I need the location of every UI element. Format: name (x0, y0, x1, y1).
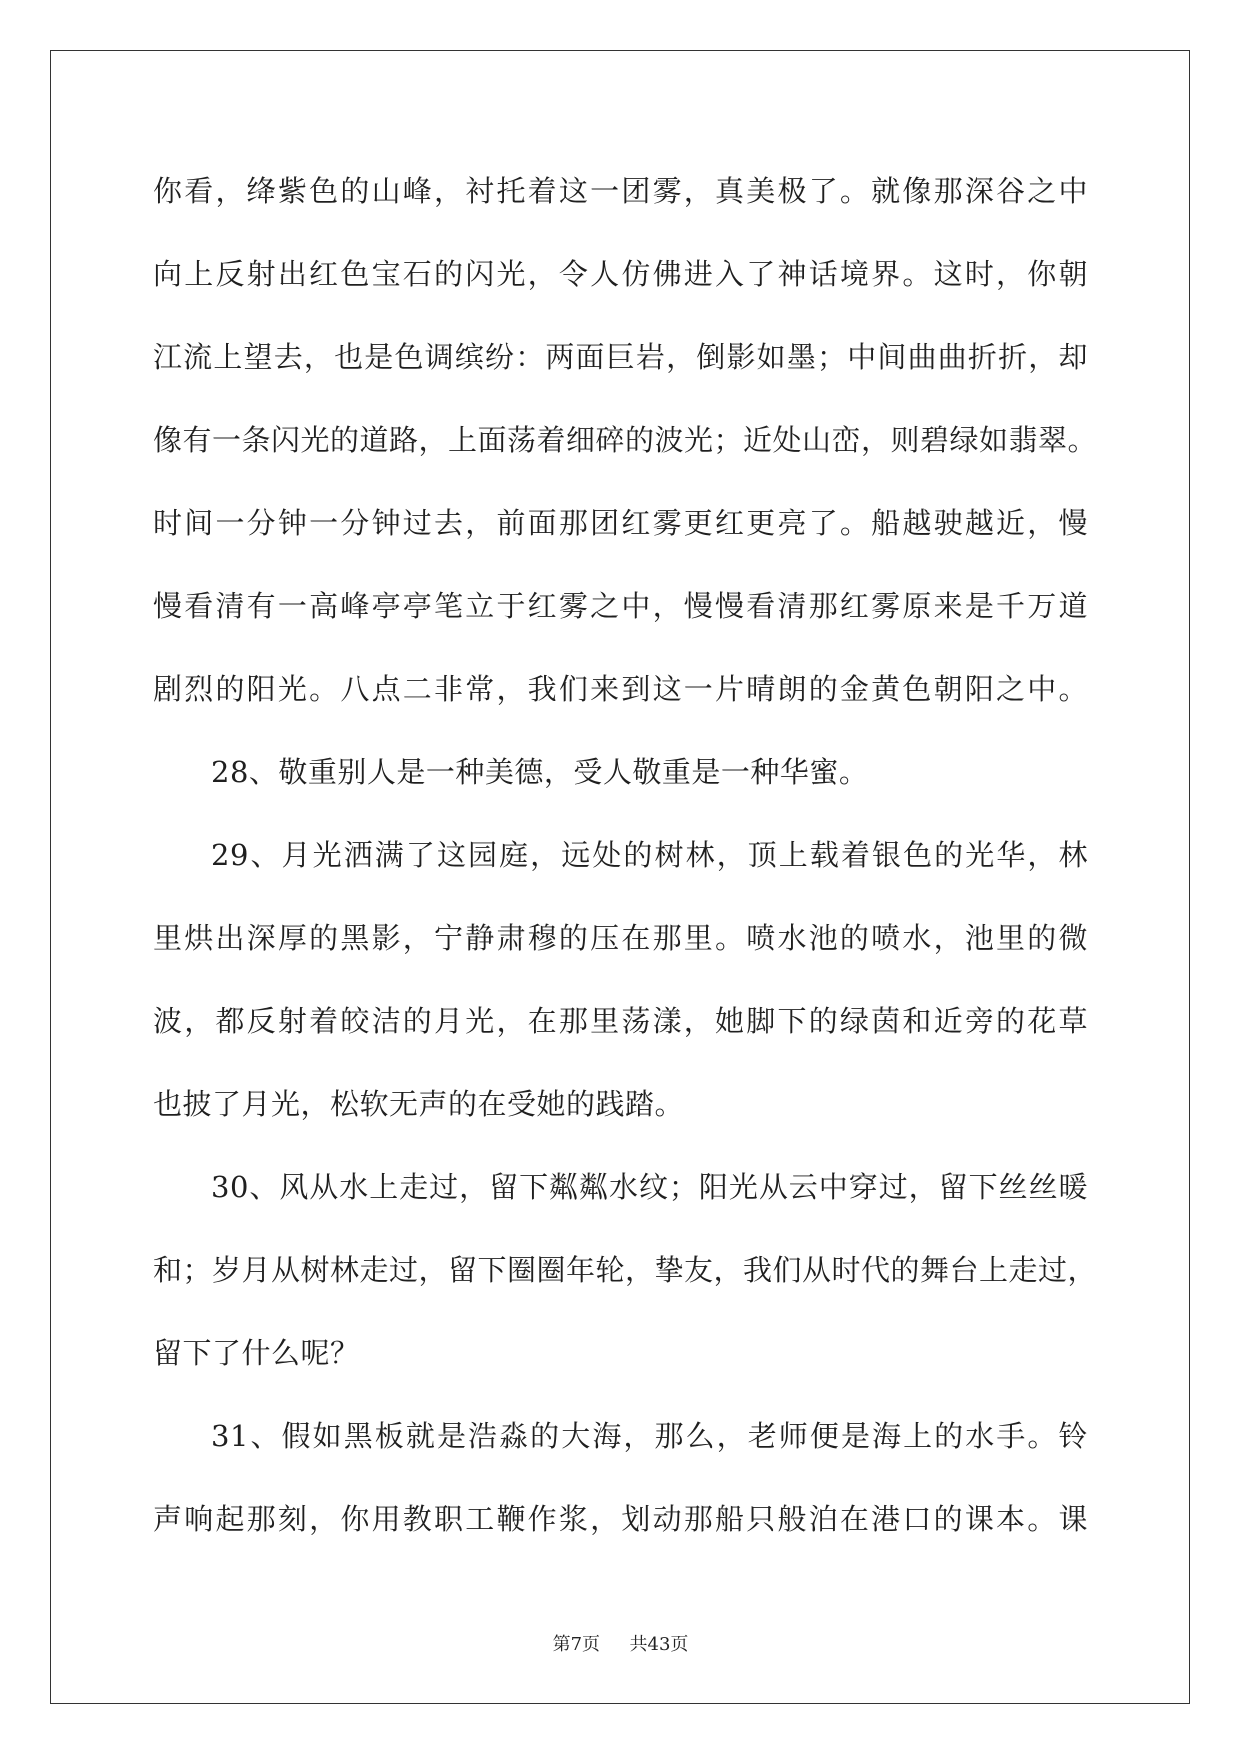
page-footer (0, 1630, 1241, 1656)
paragraph-28: 28、敬重别人是一种美德，受人敬重是一种华蜜。 (211, 755, 869, 789)
paragraph-30-line-2: 和；岁月从树林走过，留下圈圈年轮，挚友，我们从时代的舞台上走过， (153, 1253, 1098, 1287)
text-line-1: 你看，绛紫色的山峰，衬托着这一团雾，真美极了。就像那深谷之中 (153, 174, 1088, 208)
document-body (153, 150, 1098, 1561)
paragraph-29-line-3: 波，都反射着皎洁的月光，在那里荡漾，她脚下的绿茵和近旁的花草 (153, 1004, 1088, 1038)
paragraph-29-line-2: 里烘出深厚的黑影，宁静肃穆的压在那里。喷水池的喷水，池里的微 (153, 921, 1088, 955)
text-line-2: 向上反射出红色宝石的闪光，令人仿佛进入了神话境界。这时，你朝 (153, 257, 1088, 291)
paragraph-31-line-1: 31、假如黑板就是浩淼的大海，那么，老师便是海上的水手。铃 (211, 1419, 1088, 1453)
text-line-4: 像有一条闪光的道路，上面荡着细碎的波光；近处山峦，则碧绿如翡翠。 (153, 423, 1098, 457)
page-number: 第7页 (552, 1634, 601, 1655)
paragraph-29-line-1: 29、月光洒满了这园庭，远处的树林，顶上载着银色的光华，林 (211, 838, 1088, 872)
paragraph-31-line-2: 声响起那刻，你用教职工鞭作浆，划动那船只般泊在港口的课本。课 (153, 1502, 1088, 1536)
text-line-6: 慢看清有一高峰亭亭笔立于红雾之中，慢慢看清那红雾原来是千万道 (153, 589, 1088, 623)
text-line-5: 时间一分钟一分钟过去，前面那团红雾更红更亮了。船越驶越近，慢 (153, 506, 1088, 540)
page-total: 共43页 (629, 1634, 689, 1655)
paragraph-30-line-3: 留下了什么呢？ (153, 1336, 360, 1370)
paragraph-29-line-4: 也披了月光，松软无声的在受她的践踏。 (153, 1087, 685, 1121)
text-line-7: 剧烈的阳光。八点二非常，我们来到这一片晴朗的金黄色朝阳之中。 (153, 672, 1088, 706)
paragraph-30-line-1: 30、风从水上走过，留下粼粼水纹；阳光从云中穿过，留下丝丝暖 (211, 1170, 1088, 1204)
text-line-3: 江流上望去，也是色调缤纷：两面巨岩，倒影如墨；中间曲曲折折，却 (153, 340, 1088, 374)
